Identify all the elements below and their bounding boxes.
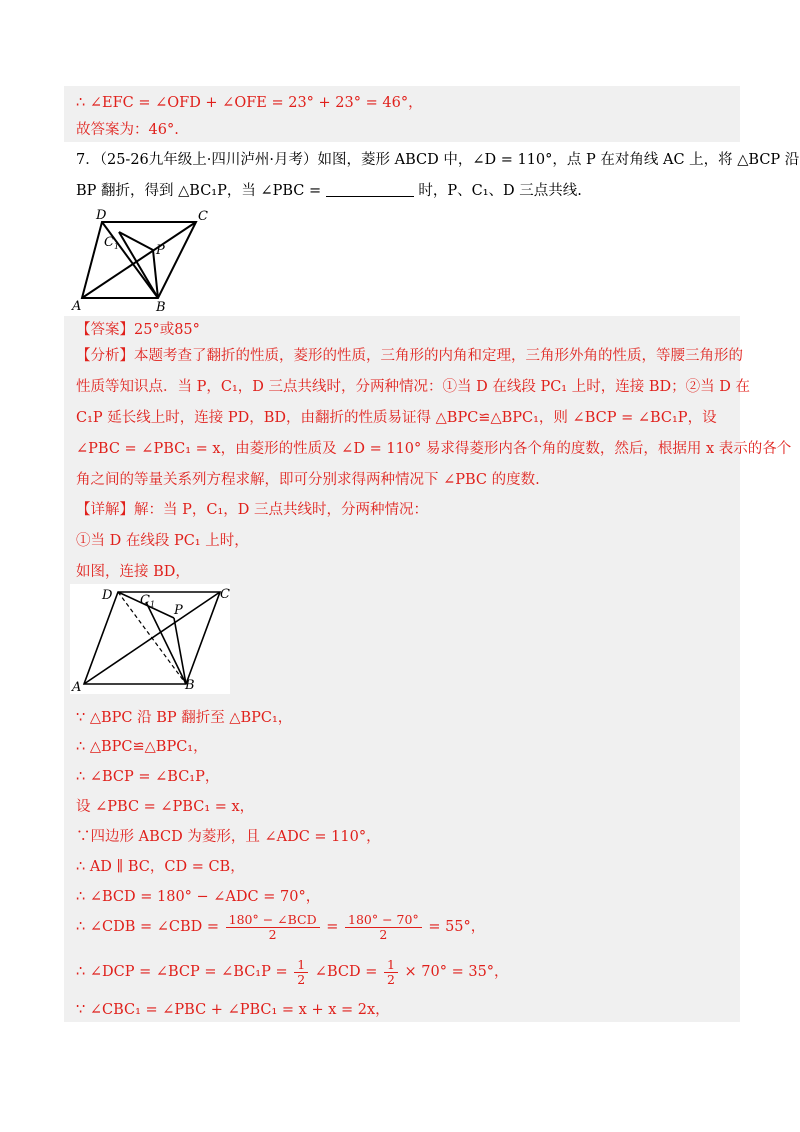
detail-line-1: 【详解】解：当 P，C₁，D 三点共线时，分两种情况：	[76, 502, 429, 518]
answer-tag: 【答案】	[76, 322, 134, 338]
top-line-2: 故答案为：46°.	[76, 122, 179, 138]
question-line-2b: 时，P、C₁、D 三点共线.	[418, 183, 582, 199]
fig1-label-C1: C	[104, 235, 114, 250]
step-9	[76, 955, 509, 989]
top-line-1: ∴ ∠EFC = ∠OFD + ∠OFE = 23° + 23° = 46°，	[76, 95, 423, 111]
step-8-pre: ∴ ∠CDB = ∠CBD =	[76, 919, 220, 935]
step-9-pre: ∴ ∠DCP = ∠BCP = ∠BC₁P =	[76, 964, 288, 980]
step-9-mid: ∠BCD =	[314, 964, 378, 980]
detail-line-3: 如图，连接 BD，	[76, 564, 190, 580]
step-2: ∴ △BPC≌△BPC₁，	[76, 739, 208, 755]
step-9-f1-num: 1	[294, 958, 308, 973]
step-6: ∴ AD ∥ BC，CD = CB，	[76, 859, 245, 875]
step-1: ∵ △BPC 沿 BP 翻折至 △BPC₁，	[76, 710, 293, 726]
step-8-f1-den: 2	[268, 926, 277, 942]
step-9-f1-den: 2	[297, 971, 306, 987]
question-line-1: 7．（25-26九年级上·四川泸州·月考）如图，菱形 ABCD 中，∠D = 110°，点 P 在对角线 AC 上，将 △BCP 沿	[76, 152, 800, 168]
step-8-f2-den: 2	[379, 926, 388, 942]
fig2-label-D: D	[102, 588, 113, 603]
rhombus-figure-2	[70, 584, 230, 694]
step-8-f1-num: 180° − ∠BCD	[226, 913, 320, 928]
step-8	[76, 910, 485, 944]
step-10: ∵ ∠CBC₁ = ∠PBC + ∠PBC₁ = x + x = 2x，	[76, 1002, 390, 1018]
step-8-fraction-2	[345, 913, 422, 942]
step-9-f2-den: 2	[386, 971, 395, 987]
question-line-2	[76, 181, 582, 201]
fig1-label-P: P	[156, 243, 165, 258]
fig1-label-A: A	[72, 299, 82, 314]
step-8-f2-num: 180° − 70°	[345, 913, 422, 928]
step-8-mid: =	[326, 919, 339, 935]
step-9-post: × 70° = 35°，	[404, 964, 509, 980]
step-9-fraction-2	[384, 958, 398, 987]
step-8-fraction-1	[226, 913, 320, 942]
fig2-label-C1: C	[140, 593, 150, 608]
fig2-label-C1-sub: 1	[150, 600, 156, 609]
fig1-label-B: B	[156, 300, 166, 314]
rhombus-figure-1	[70, 206, 210, 314]
fig2-label-C: C	[220, 587, 230, 602]
answer-line	[76, 320, 200, 340]
detail-line-2: ①当 D 在线段 PC₁ 上时，	[76, 533, 249, 549]
fig1-label-C: C	[198, 209, 208, 224]
analysis-line-2: 性质等知识点．当 P，C₁，D 三点共线时，分两种情况：①当 D 在线段 PC₁ 上时，连接 BD；②当 D 在	[76, 379, 750, 395]
step-3: ∴ ∠BCP = ∠BC₁P，	[76, 769, 220, 785]
fig2-label-A: A	[72, 680, 82, 694]
analysis-line-4: ∠PBC = ∠PBC₁ = x，由菱形的性质及 ∠D = 110° 易求得菱形内各个角的度数，然后，根据用 x 表示的各个	[76, 441, 792, 457]
step-5: ∵四边形 ABCD 为菱形，且 ∠ADC = 110°，	[76, 829, 381, 845]
step-9-f2-num: 1	[384, 958, 398, 973]
step-9-fraction-1	[294, 958, 308, 987]
fig2-label-P: P	[174, 603, 183, 618]
fig1-label-D: D	[96, 208, 107, 223]
fig2-label-B: B	[185, 678, 195, 693]
question-line-2a: BP 翻折，得到 △BC₁P，当 ∠PBC =	[76, 183, 322, 199]
answer-value: 25°或85°	[134, 322, 200, 338]
analysis-line-5: 角之间的等量关系列方程求解，即可分别求得两种情况下 ∠PBC 的度数.	[76, 472, 540, 488]
fig1-label-C1-sub: 1	[114, 242, 120, 251]
analysis-line-3: C₁P 延长线上时，连接 PD，BD，由翻折的性质易证得 △BPC≌△BPC₁，则 ∠BCP = ∠BC₁P，设	[76, 410, 717, 426]
answer-blank	[326, 182, 414, 197]
analysis-line-1: 【分析】本题考查了翻折的性质，菱形的性质，三角形的内角和定理，三角形外角的性质，等腰三角形的	[76, 348, 743, 364]
step-8-post: = 55°，	[428, 919, 486, 935]
step-4: 设 ∠PBC = ∠PBC₁ = x，	[76, 799, 255, 815]
step-7: ∴ ∠BCD = 180° − ∠ADC = 70°，	[76, 889, 321, 905]
